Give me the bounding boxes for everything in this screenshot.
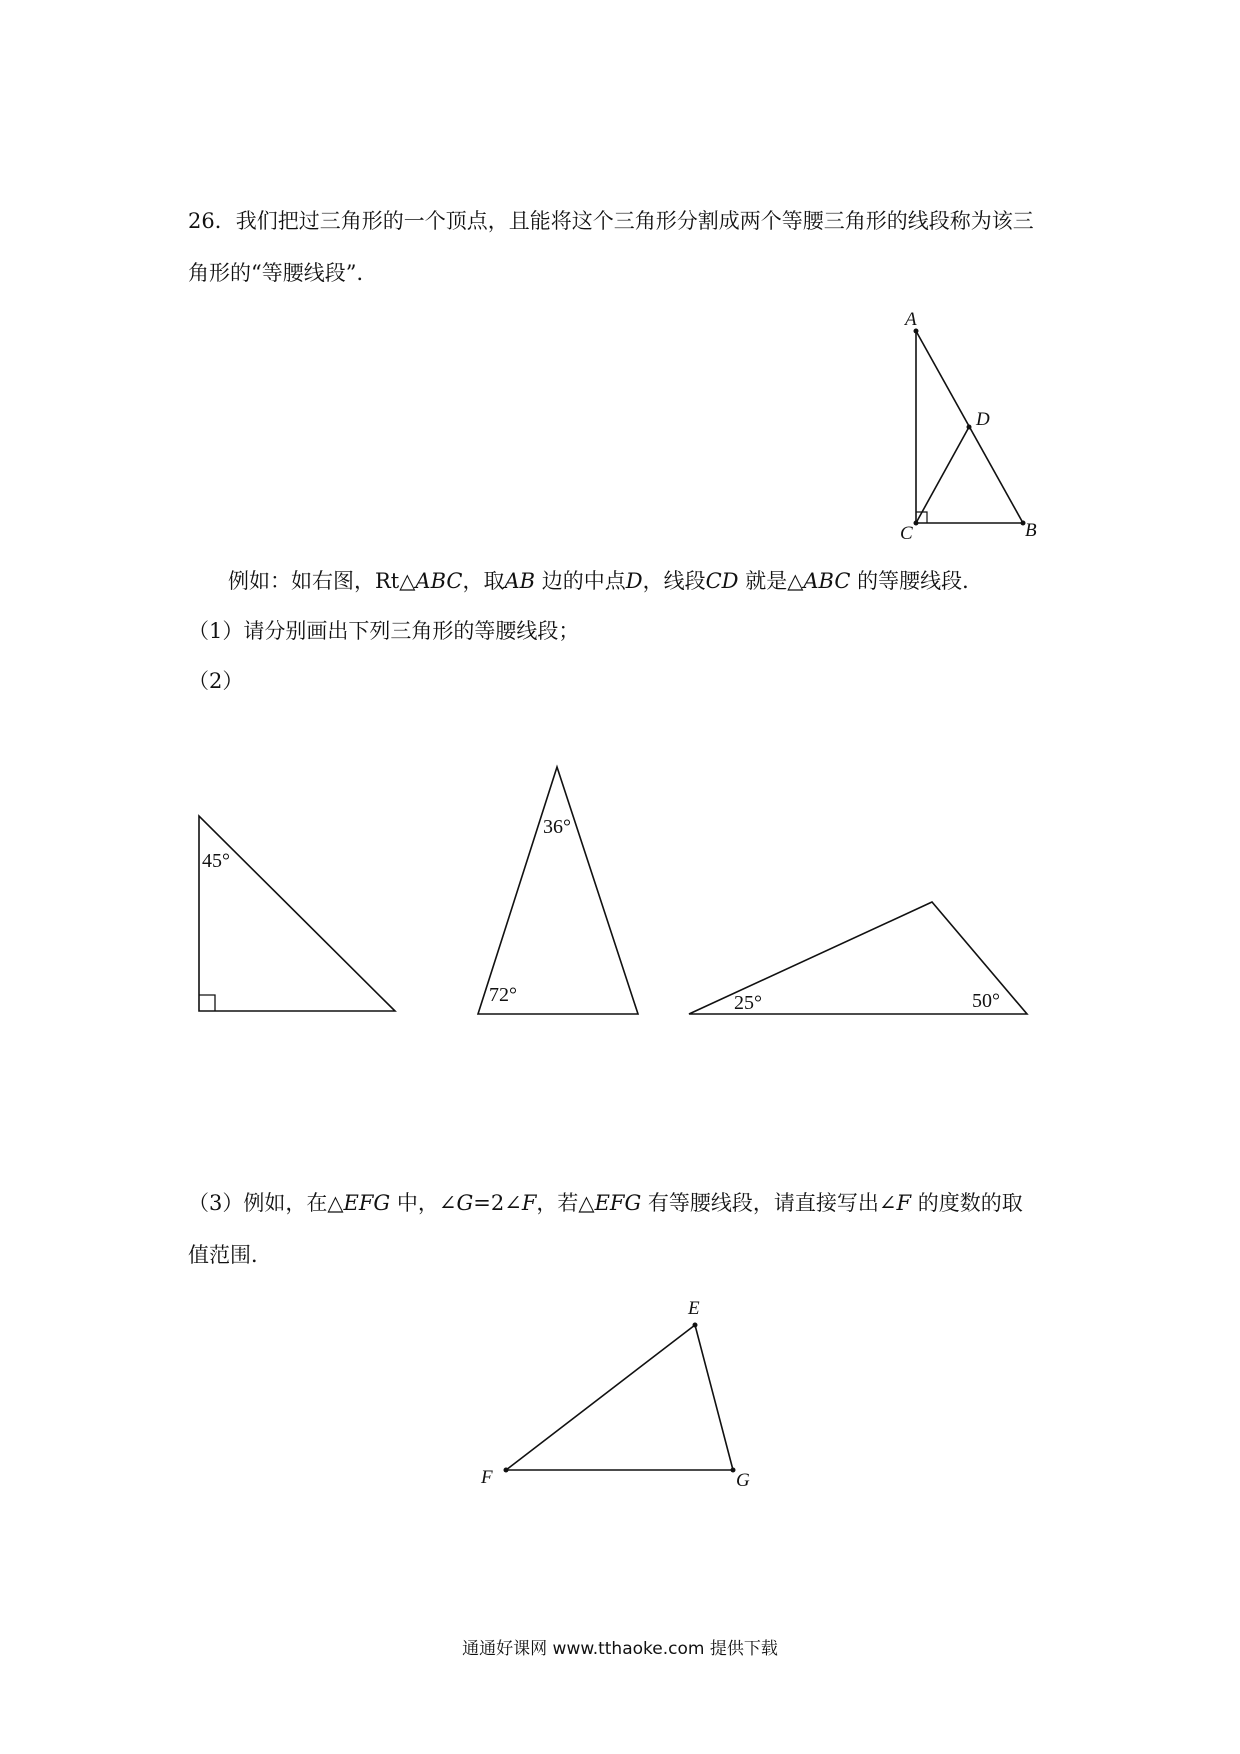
label-e: E	[688, 1298, 700, 1319]
point-g	[731, 1468, 736, 1473]
part-3-text-k: 的度数的取	[911, 1191, 1023, 1215]
part-3-efg-2: EFG	[594, 1191, 642, 1215]
example-text-2: ，取	[462, 569, 505, 593]
point-f	[504, 1468, 509, 1473]
label-d: D	[976, 409, 990, 430]
point-c	[914, 521, 919, 526]
label-a: A	[905, 309, 917, 330]
problem-line-2: 角形的“等腰线段”．	[188, 261, 378, 285]
part-1: （1）请分别画出下列三角形的等腰线段；	[188, 619, 580, 643]
part-2: （2）	[188, 669, 244, 693]
point-d	[967, 425, 972, 430]
example-text-4: ，线段	[642, 569, 706, 593]
angle-label-36: 36°	[543, 816, 571, 838]
label-f: F	[481, 1467, 493, 1488]
example-text-5: 就是△	[738, 569, 804, 593]
point-e	[693, 1323, 698, 1328]
triangle-45	[199, 816, 395, 1011]
angle-label-45: 45°	[202, 850, 230, 872]
triangle-36-72	[478, 767, 638, 1014]
angle-label-50: 50°	[972, 990, 1000, 1012]
example-d: D	[625, 569, 643, 593]
label-b: B	[1025, 520, 1037, 541]
part-3-text-a: （3）例如，在△	[188, 1191, 344, 1215]
example-cd: CD	[705, 569, 739, 593]
example-abc-2: ABC	[803, 569, 851, 593]
example-text-6: 的等腰线段．	[850, 569, 984, 593]
figure-efg	[506, 1325, 733, 1470]
part-3-f-2: F	[896, 1191, 912, 1215]
problem-line-1: 26．我们把过三角形的一个顶点，且能将这个三角形分割成两个等腰三角形的线段称为该三	[188, 209, 1034, 233]
angle-label-72: 72°	[489, 984, 517, 1006]
vertex-points	[504, 329, 1026, 1473]
example-ab: AB	[504, 569, 536, 593]
example-abc: ABC	[415, 569, 463, 593]
example-text-1: 例如：如右图，Rt△	[228, 569, 416, 593]
triangle-45-outline	[199, 816, 395, 1011]
right-angle-mark-t1	[199, 995, 215, 1011]
example-text-3: 边的中点	[535, 569, 626, 593]
part-3-text-c: 中，∠	[390, 1191, 457, 1215]
part-3-text-g: ，若△	[536, 1191, 595, 1215]
footer-source: 通通好课网 www.tthaoke.com 提供下载	[462, 1639, 778, 1659]
part-3-efg: EFG	[343, 1191, 391, 1215]
part-3-text-e: =2∠	[473, 1191, 522, 1215]
part-3-line-2: 值范围．	[188, 1243, 272, 1267]
part-3-g: G	[456, 1191, 474, 1215]
part-3-text-i: 有等腰线段，请直接写出∠	[641, 1191, 897, 1215]
label-g: G	[736, 1470, 750, 1491]
angle-label-25: 25°	[734, 992, 762, 1014]
segment-cd	[916, 427, 969, 523]
label-c: C	[900, 523, 913, 544]
part-3-f: F	[521, 1191, 537, 1215]
